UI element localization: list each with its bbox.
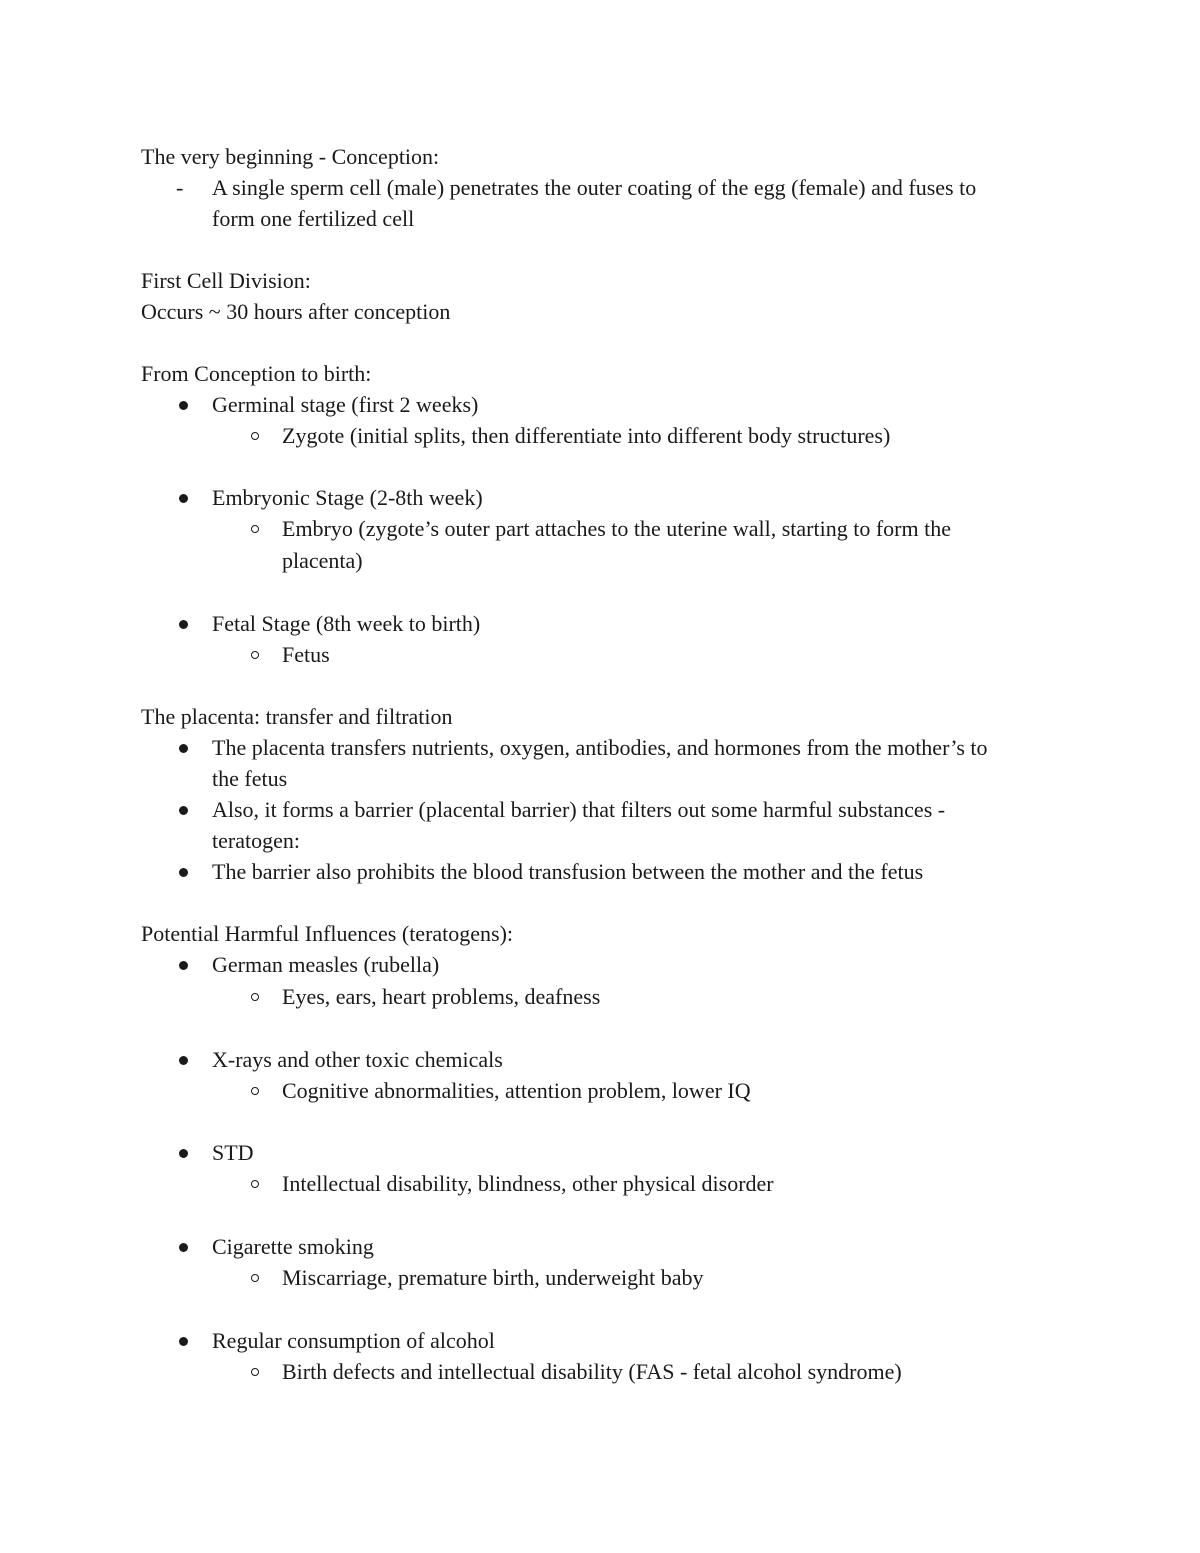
list-item-rubella: German measles (rubella) bbox=[212, 952, 440, 977]
heading-first-division: First Cell Division: bbox=[141, 268, 311, 293]
placenta-item1-line2: the fetus bbox=[212, 766, 288, 791]
heading-conception: The very beginning - Conception: bbox=[141, 144, 440, 169]
list-item-fetal-sub: Fetus bbox=[282, 642, 330, 667]
placenta-item1-line1: The placenta transfers nutrients, oxygen, antibodies, and hormones from the mother’s to bbox=[212, 735, 988, 760]
bullet-icon bbox=[179, 744, 188, 753]
list-item-smoking: Cigarette smoking bbox=[212, 1234, 374, 1259]
sub-bullet-icon bbox=[251, 1180, 259, 1188]
heading-placenta: The placenta: transfer and filtration bbox=[141, 704, 453, 729]
bullet-icon bbox=[179, 868, 188, 877]
list-item-xrays: X-rays and other toxic chemicals bbox=[212, 1047, 503, 1072]
list-item-embryonic-sub-line2: placenta) bbox=[282, 548, 363, 573]
bullet-icon bbox=[179, 620, 188, 629]
dash-marker: - bbox=[176, 175, 184, 200]
list-item-smoking-sub: Miscarriage, premature birth, underweight baby bbox=[282, 1265, 704, 1290]
placenta-item2-line2: teratogen: bbox=[212, 828, 300, 853]
list-item-fetal: Fetal Stage (8th week to birth) bbox=[212, 611, 481, 636]
list-item-germinal: Germinal stage (first 2 weeks) bbox=[212, 392, 479, 417]
sub-bullet-icon bbox=[251, 993, 259, 1001]
first-division-text: Occurs ~ 30 hours after conception bbox=[141, 299, 451, 324]
placenta-item3: The barrier also prohibits the blood transfusion between the mother and the fetus bbox=[212, 859, 924, 884]
sub-bullet-icon bbox=[251, 1274, 259, 1282]
conception-text-line1: A single sperm cell (male) penetrates the outer coating of the egg (female) and fuses to bbox=[212, 175, 977, 200]
list-item-std: STD bbox=[212, 1140, 254, 1165]
placenta-item2-line1: Also, it forms a barrier (placental barrier) that filters out some harmful substances - bbox=[212, 797, 946, 822]
sub-bullet-icon bbox=[251, 1087, 259, 1095]
list-item-embryonic: Embryonic Stage (2-8th week) bbox=[212, 485, 483, 510]
bullet-icon bbox=[179, 1337, 188, 1346]
bullet-icon bbox=[179, 1056, 188, 1065]
bullet-icon bbox=[179, 401, 188, 410]
bullet-icon bbox=[179, 494, 188, 503]
list-item-embryonic-sub-line1: Embryo (zygote’s outer part attaches to the uterine wall, starting to form the bbox=[282, 516, 951, 541]
bullet-icon bbox=[179, 1243, 188, 1252]
list-item-alcohol: Regular consumption of alcohol bbox=[212, 1328, 495, 1353]
heading-stages: From Conception to birth: bbox=[141, 361, 372, 386]
sub-bullet-icon bbox=[251, 1368, 259, 1376]
list-item-alcohol-sub: Birth defects and intellectual disability (FAS - fetal alcohol syndrome) bbox=[282, 1359, 902, 1384]
bullet-icon bbox=[179, 961, 188, 970]
sub-bullet-icon bbox=[251, 432, 259, 440]
list-item-xrays-sub: Cognitive abnormalities, attention problem, lower IQ bbox=[282, 1078, 751, 1103]
list-item-germinal-sub: Zygote (initial splits, then differentiate into different body structures) bbox=[282, 423, 891, 448]
conception-text-line2: form one fertilized cell bbox=[212, 206, 415, 231]
sub-bullet-icon bbox=[251, 651, 259, 659]
list-item-rubella-sub: Eyes, ears, heart problems, deafness bbox=[282, 984, 601, 1009]
sub-bullet-icon bbox=[251, 525, 259, 533]
bullet-icon bbox=[179, 806, 188, 815]
heading-teratogens: Potential Harmful Influences (teratogens): bbox=[141, 921, 514, 946]
bullet-icon bbox=[179, 1149, 188, 1158]
list-item-std-sub: Intellectual disability, blindness, other physical disorder bbox=[282, 1171, 774, 1196]
